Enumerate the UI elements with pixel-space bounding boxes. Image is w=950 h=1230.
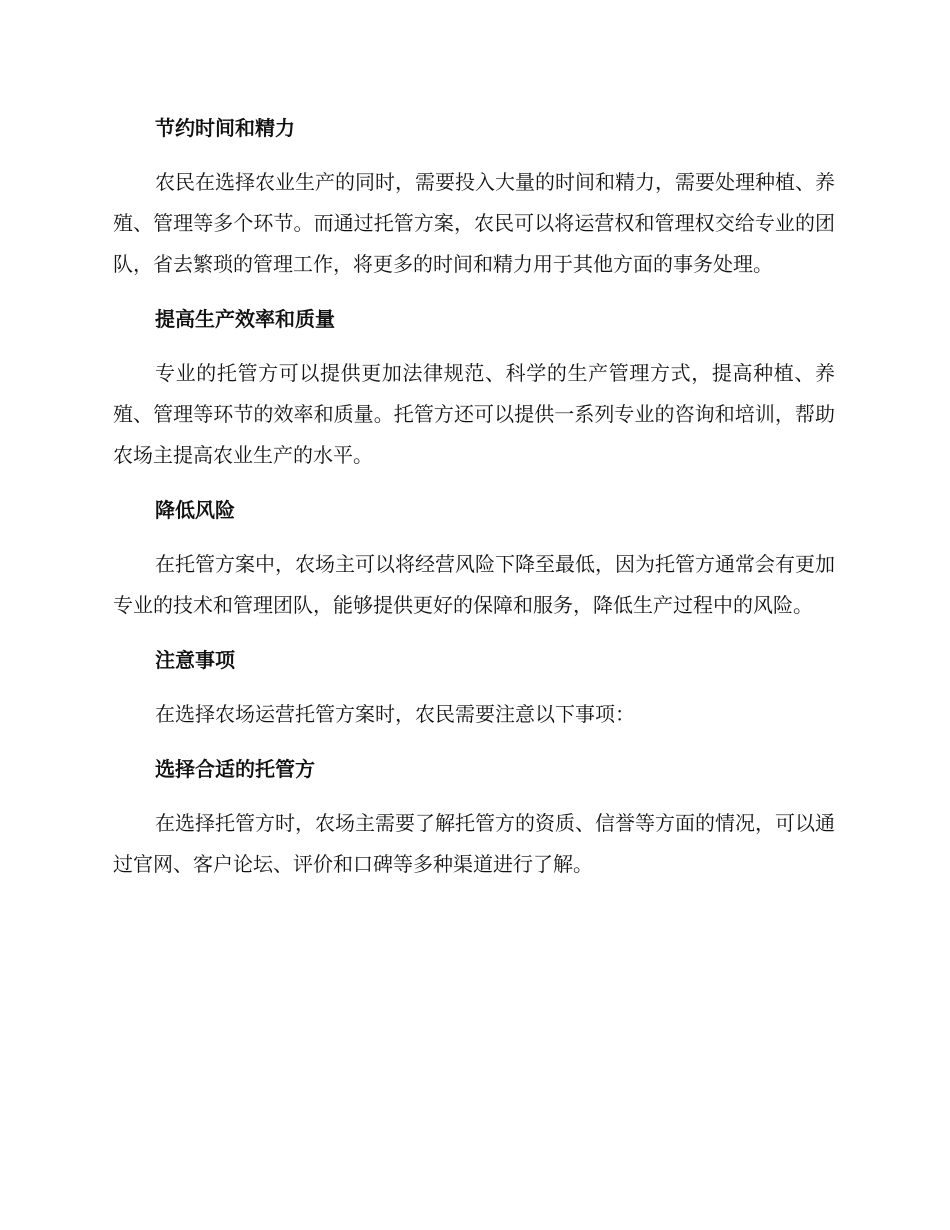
section-heading-choose-provider: 选择合适的托管方 xyxy=(155,757,315,781)
section-paragraph-notes: 在选择农场运营托管方案时，农民需要注意以下事项： xyxy=(155,702,635,726)
section-paragraph-efficiency-quality: 专业的托管方可以提供更加法律规范、科学的生产管理方式，提高种植、养殖、管理等环节的效率和质量。托管方还可以提供一系列专业的咨询和培训，帮助农场主提高农业生产的水平。 xyxy=(113,361,835,467)
section-paragraph-choose-provider: 在选择托管方时，农场主需要了解托管方的资质、信誉等方面的情况，可以通过官网、客户论坛、评价和口碑等多种渠道进行了解。 xyxy=(113,811,835,876)
section-paragraph-reduce-risk: 在托管方案中，农场主可以将经营风险下降至最低，因为托管方通常会有更加专业的技术和管理团队，能够提供更好的保障和服务，降低生产过程中的风险。 xyxy=(113,552,835,617)
document-body xyxy=(113,108,835,885)
section-heading-save-time: 节约时间和精力 xyxy=(155,116,295,140)
section-paragraph-save-time: 农民在选择农业生产的同时，需要投入大量的时间和精力，需要处理种植、养殖、管理等多个环节。而通过托管方案，农民可以将运营权和管理权交给专业的团队，省去繁琐的管理工作，将更多的时间和精力用于其他方面的事务处理。 xyxy=(113,170,835,276)
section-heading-reduce-risk: 降低风险 xyxy=(155,498,235,522)
section-heading-notes: 注意事项 xyxy=(155,648,235,672)
section-heading-efficiency-quality: 提高生产效率和质量 xyxy=(155,307,335,331)
